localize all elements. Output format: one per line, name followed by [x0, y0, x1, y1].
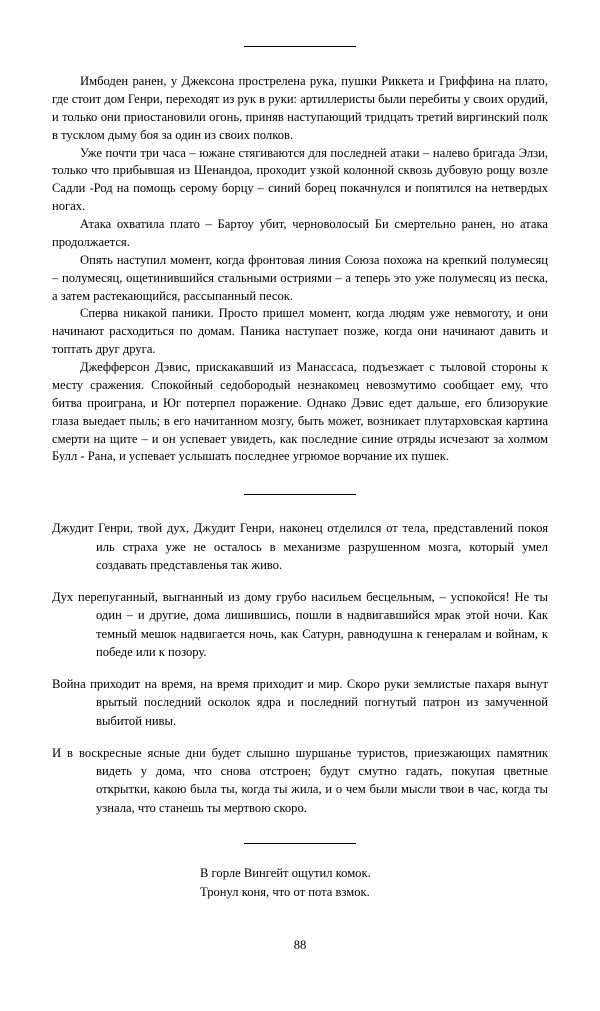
prose-section [52, 73, 548, 466]
couplet-section [52, 864, 548, 902]
paragraph: Опять наступил момент, когда фронтовая линия Союза похожа на крепкий полумесяц – полумесяц, ощетинившийся стальными остриями – а теперь это уже полумесяц из песка, а затем растекающийся, рассыпанный песок. [52, 252, 548, 303]
stanza: Дух перепуганный, выгнанный из дому грубо насильем бесцельным, – успокойся! Не ты один – и другие, дома лишившись, пошли в надвигавшийся мрак этой ночи. Как темный мешок надвигается ночь, как Сатурн, равнодушна к генералам и войнам, к победе или к позору. [52, 590, 548, 659]
ornament-rule-lower [244, 843, 356, 844]
couplet-line: В горле Вингейт ощутил комок. [200, 865, 371, 880]
paragraph: Джефферсон Дэвис, прискакавший из Манассаса, подъезжает с тыловой стороны к месту сражения. Спокойный седобородый незнакомец невозмутимо сообщает ему, что битва проиграна, и Юг потерпел поражение. Однако Дэвис едет дальше, его близорукие глаза выедает пыль; в его начитанном мозгу, быть может, возникает плутарховская картина смерти на щите – и он успевает увидеть, как последние синие отряды исчезают за холмом Булл - Рана, и успевает услышать последнее угрюмое ворчание их пушек. [52, 360, 548, 464]
verse-section [52, 519, 548, 817]
stanza: И в воскресные ясные дни будет слышно шуршанье туристов, приезжающих памятник видеть у дома, что снова отстроен; будут смутно гадать, покупая цветные открытки, какою была ты, когда ты жила, и о чем были мысли твои в час, когда ты узнала, что станешь ты мертвою скоро. [52, 745, 548, 815]
paragraph: Имбоден ранен, у Джексона прострелена рука, пушки Риккета и Гриффина на плато, где стоит дом Генри, переходят из рук в руки: артиллеристы были перебиты у своих орудий, и только они приостановили огонь, приняв наступающий тридцать третий виргинский полк в тусклом дыму боя за один из своих полков. [52, 74, 548, 142]
ornament-rule-middle [244, 494, 356, 495]
paragraph: Уже почти три часа – южане стягиваются для последней атаки – налево бригада Элзи, только что прибывшая из Шенандоа, проходит узкой колонной сквозь дубовую рощу возле Садли -Род на помощь серому борцу – синий борец покачнулся и попятился на нетвердых ногах. [52, 145, 548, 214]
couplet-line: Тронул коня, что от пота взмок. [200, 884, 370, 899]
stanza: Джудит Генри, твой дух, Джудит Генри, наконец отделился от тела, представлений покоя иль страха уже не осталось в механизме разрушенном мозга, который умел создавать представленья так живо. [52, 521, 548, 572]
paragraph: Атака охватила плато – Бартоу убит, черноволосый Би смертельно ранен, но атака продолжается. [52, 217, 548, 249]
stanza: Война приходит на время, на время приходит и мир. Скоро руки землистые пахаря вынут врытый последний осколок ядра и последний погнутый патрон из замученной выбитой нивы. [52, 677, 548, 728]
ornament-rule-top [244, 46, 356, 47]
paragraph: Сперва никакой паники. Просто пришел момент, когда людям уже невмоготу, и они начинают расходиться по домам. Паника наступает позже, когда они начинают давить и топтать друг друга. [52, 306, 548, 357]
page-number: 88 [293, 938, 307, 952]
